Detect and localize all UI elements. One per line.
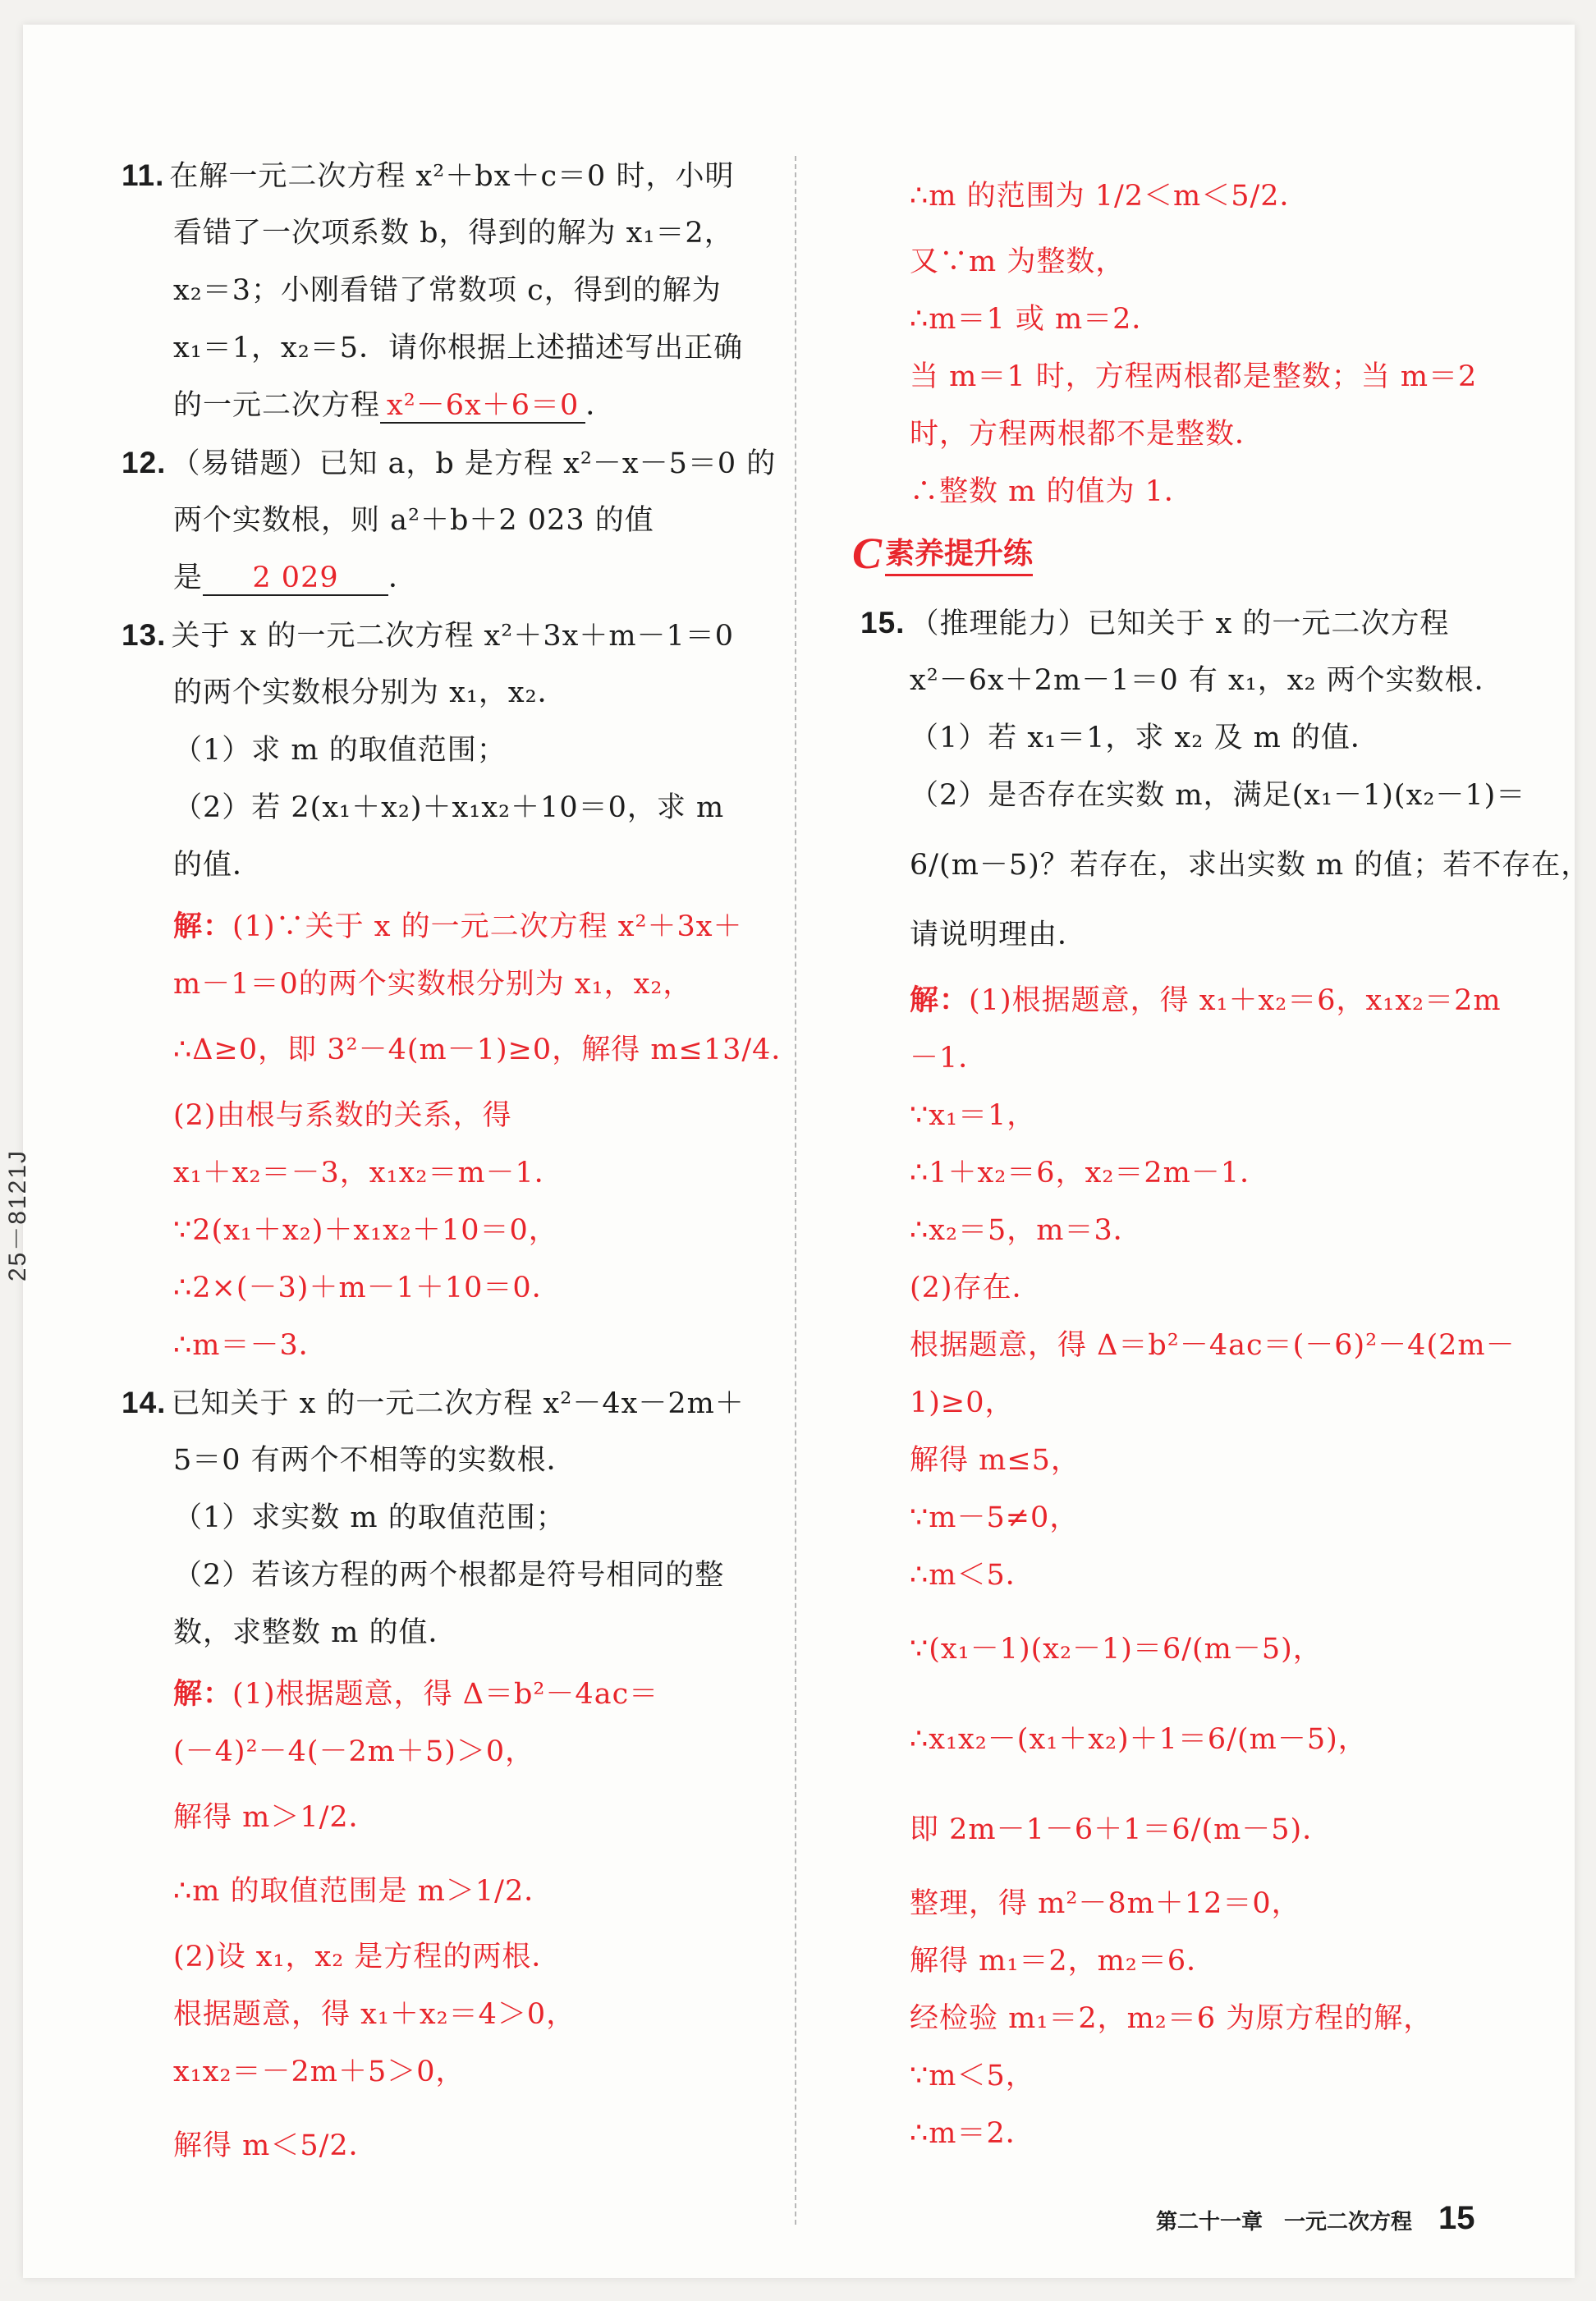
page-number: 15	[1438, 2200, 1475, 2236]
side-code: 25－8121J	[4, 1149, 31, 1282]
line-text: ∴m 的范围为 1/2＜m＜5/2．	[910, 180, 1309, 213]
line-text: 整理，得 m²－8m＋12＝0，	[910, 1887, 1301, 1920]
left-line	[173, 788, 724, 827]
left-line	[173, 1268, 562, 1308]
line-text: ∴m 的取值范围是 m＞1/2．	[173, 1875, 554, 1908]
left-line	[173, 1211, 558, 1250]
line-text: (2)存在．	[910, 1272, 1042, 1304]
line-text: 6/(m－5)？若存在，求出实数 m 的值；若不存在，	[910, 849, 1591, 882]
right-line	[910, 1211, 1143, 1250]
question-number: 14.	[122, 1386, 167, 1419]
line-text: －1．	[910, 1042, 988, 1075]
line-text: ∵m＜5，	[910, 2060, 1035, 2092]
line-text: 解得 m＜5/2．	[173, 2129, 378, 2162]
line-text: 又∵m 为整数，	[910, 245, 1126, 278]
line-text: （1）求 m 的取值范围；	[173, 734, 507, 767]
left-line	[173, 271, 722, 310]
line-text: ∵(x₁－1)(x₂－1)＝6/(m－5)，	[910, 1633, 1323, 1666]
line-text: （易错题）已知 a，b 是方程 x²－x－5＝0 的	[171, 447, 777, 480]
right-line	[910, 1383, 1015, 1423]
line-text: （1）求实数 m 的取值范围；	[173, 1501, 566, 1534]
right-line	[910, 981, 1502, 1020]
line-text: ∴Δ≥0，即 3²－4(m－1)≥0，解得 m≤13/4．	[173, 1034, 801, 1066]
line-text: （2）若 2(x₁＋x₂)＋x₁x₂＋10＝0，求 m	[173, 791, 725, 824]
left-line	[173, 1556, 724, 1595]
right-line	[910, 846, 1590, 885]
solution-label: 解：	[173, 910, 233, 943]
answer-blank: 2 029	[203, 561, 388, 596]
line-text: 是	[173, 561, 204, 594]
left-line	[122, 443, 776, 484]
line-text: (1)∵关于 x 的一元二次方程 x²＋3x＋	[232, 910, 743, 943]
right-line	[910, 1153, 1269, 1193]
line-text: x₁＋x₂＝－3，x₁x₂＝m－1．	[173, 1157, 564, 1189]
line-text: x₁x₂＝－2m＋5＞0，	[173, 2056, 466, 2088]
line-text: x₂＝3；小刚看错了常数项 c，得到的解为	[173, 274, 722, 307]
right-line	[910, 718, 1380, 758]
left-line	[122, 616, 734, 656]
line-text: 两个实数根，则 a²＋b＋2 023 的值	[173, 504, 654, 537]
line-text: 的两个实数根分别为 x₁，x₂．	[173, 676, 567, 709]
line-text: 解得 m＞1/2．	[173, 1801, 378, 1834]
left-line	[173, 1030, 800, 1070]
right-line	[910, 1810, 1332, 1850]
line-text: 已知关于 x 的一元二次方程 x²－4x－2m＋	[171, 1387, 745, 1420]
left-line	[173, 1798, 378, 1837]
left-line	[173, 213, 734, 253]
line-text: 解得 m₁＝2，m₂＝6．	[910, 1945, 1217, 1978]
left-line	[122, 1383, 745, 1423]
right-line	[910, 242, 1125, 282]
line-text: 当 m＝1 时，方程两根都是整数；当 m＝2	[910, 360, 1478, 393]
left-line	[173, 1872, 553, 1911]
left-line	[173, 386, 615, 425]
right-line	[910, 1326, 1516, 1365]
line-text: （2）若该方程的两个根都是符号相同的整	[173, 1559, 725, 1592]
right-line	[910, 1038, 988, 1078]
section-title: 素养提升练	[885, 530, 1033, 576]
line-text: 在解一元二次方程 x²＋bx＋c＝0 时，小明	[169, 160, 735, 193]
textbook-page	[23, 25, 1591, 2278]
right-line	[910, 1441, 1080, 1480]
line-text: （推理能力）已知关于 x 的一元二次方程	[910, 607, 1450, 640]
line-text: (2)设 x₁，x₂ 是方程的两根．	[173, 1941, 562, 1973]
question-number: 13.	[122, 618, 167, 652]
line-text: 关于 x 的一元二次方程 x²＋3x＋m－1＝0	[171, 620, 735, 653]
line-text: ∴1＋x₂＝6，x₂＝2m－1．	[910, 1157, 1270, 1189]
line-text: (1)根据题意，得 x₁＋x₂＝6，x₁x₂＝2m	[969, 984, 1502, 1017]
right-line	[910, 1629, 1323, 1669]
chapter-title: 第二十一章 一元二次方程	[1156, 2210, 1413, 2235]
left-line	[173, 1613, 457, 1652]
right-line	[910, 415, 1264, 454]
section-letter-icon: C	[852, 529, 883, 578]
left-line	[173, 731, 507, 770]
line-text: ∴x₂＝5，m＝3．	[910, 1214, 1143, 1247]
line-suffix: ．	[388, 561, 419, 594]
right-line	[910, 1884, 1301, 1923]
page-footer	[1156, 2200, 1475, 2237]
left-line	[173, 846, 262, 885]
line-text: (－4)²－4(－2m＋5)＞0，	[173, 1735, 535, 1768]
line-text: 请说明理由．	[910, 919, 1088, 951]
left-line	[173, 501, 654, 540]
line-text: m－1＝0的两个实数根分别为 x₁，x₂，	[173, 968, 693, 1001]
line-text: 数，求整数 m 的值．	[173, 1616, 458, 1649]
right-line	[910, 2114, 1035, 2153]
line-text: 看错了一次项系数 b，得到的解为 x₁＝2，	[173, 217, 734, 250]
column-divider	[795, 156, 796, 2225]
left-line	[173, 1937, 561, 1977]
right-line	[910, 357, 1477, 396]
left-line	[122, 156, 734, 196]
line-suffix: ．	[585, 389, 616, 422]
left-line	[173, 673, 567, 713]
left-line	[173, 1441, 576, 1480]
right-line	[910, 1720, 1368, 1759]
line-text: 的值．	[173, 849, 263, 882]
line-text: ∵x₁＝1，	[910, 1099, 1037, 1132]
left-line	[173, 965, 692, 1004]
right-line	[910, 472, 1194, 511]
line-text: ∵m－5≠0，	[910, 1501, 1080, 1534]
line-text: ∴m＝1 或 m＝2．	[910, 303, 1162, 336]
left-line	[173, 2052, 466, 2092]
line-text: x₁＝1，x₂＝5．请你根据上述描述写出正确	[173, 332, 744, 364]
line-text: ∴m＝2．	[910, 2117, 1035, 2150]
line-text: (1)根据题意，得 Δ＝b²－4ac＝	[232, 1678, 659, 1711]
right-line	[910, 661, 1504, 700]
right-line	[910, 2056, 1035, 2096]
right-line	[910, 1268, 1042, 1308]
left-line	[173, 1995, 576, 2034]
line-text: (2)由根与系数的关系，得	[173, 1099, 512, 1132]
line-text: 即 2m－1－6＋1＝6/(m－5)．	[910, 1813, 1332, 1846]
left-line	[173, 1153, 564, 1193]
right-line	[910, 300, 1161, 339]
left-line	[173, 558, 418, 598]
line-text: 5＝0 有两个不相等的实数根．	[173, 1444, 576, 1477]
line-text: ∴m＝－3．	[173, 1329, 328, 1362]
line-text: x²－6x＋2m－1＝0 有 x₁，x₂ 两个实数根．	[910, 664, 1504, 697]
right-line	[910, 1556, 1035, 1595]
question-number: 15.	[860, 606, 906, 639]
line-text: 的一元二次方程	[173, 389, 381, 422]
line-text: ∴2×(－3)＋m－1＋10＝0．	[173, 1272, 562, 1304]
section-header	[852, 530, 1033, 576]
line-text: 经检验 m₁＝2，m₂＝6 为原方程的解，	[910, 2002, 1433, 2035]
right-line	[860, 603, 1449, 644]
right-line	[910, 915, 1087, 955]
line-text: ∴整数 m 的值为 1．	[910, 475, 1194, 508]
left-line	[173, 328, 743, 368]
left-line	[173, 1675, 658, 1714]
answer-blank: x²－6x＋6＝0	[380, 389, 585, 424]
line-text: 时，方程两根都不是整数．	[910, 418, 1265, 451]
line-text: （2）是否存在实数 m，满足(x₁－1)(x₂－1)＝	[910, 779, 1526, 812]
right-line	[910, 176, 1309, 216]
line-text: ∴m＜5．	[910, 1559, 1035, 1592]
solution-label: 解：	[173, 1677, 233, 1711]
left-line	[173, 2126, 378, 2166]
right-line	[910, 1096, 1036, 1135]
right-line	[910, 1999, 1433, 2038]
line-text: （1）若 x₁＝1，求 x₂ 及 m 的值．	[910, 722, 1380, 754]
left-line	[173, 1096, 512, 1135]
right-line	[910, 776, 1525, 815]
left-line	[173, 907, 743, 947]
line-text: ∴x₁x₂－(x₁＋x₂)＋1＝6/(m－5)，	[910, 1723, 1368, 1756]
left-line	[173, 1498, 566, 1538]
line-text: 根据题意，得 x₁＋x₂＝4＞0，	[173, 1998, 576, 2031]
question-number: 12.	[122, 446, 167, 479]
right-line	[910, 1498, 1079, 1538]
right-line	[910, 1941, 1216, 1981]
line-text: 1)≥0，	[910, 1387, 1015, 1419]
left-line	[173, 1732, 534, 1772]
line-text: ∵2(x₁＋x₂)＋x₁x₂＋10＝0，	[173, 1214, 558, 1247]
left-line	[173, 1326, 328, 1365]
question-number: 11.	[122, 158, 165, 192]
line-text: 解得 m≤5，	[910, 1444, 1080, 1477]
line-text: 根据题意，得 Δ＝b²－4ac＝(－6)²－4(2m－	[910, 1329, 1516, 1362]
solution-label: 解：	[910, 983, 970, 1017]
